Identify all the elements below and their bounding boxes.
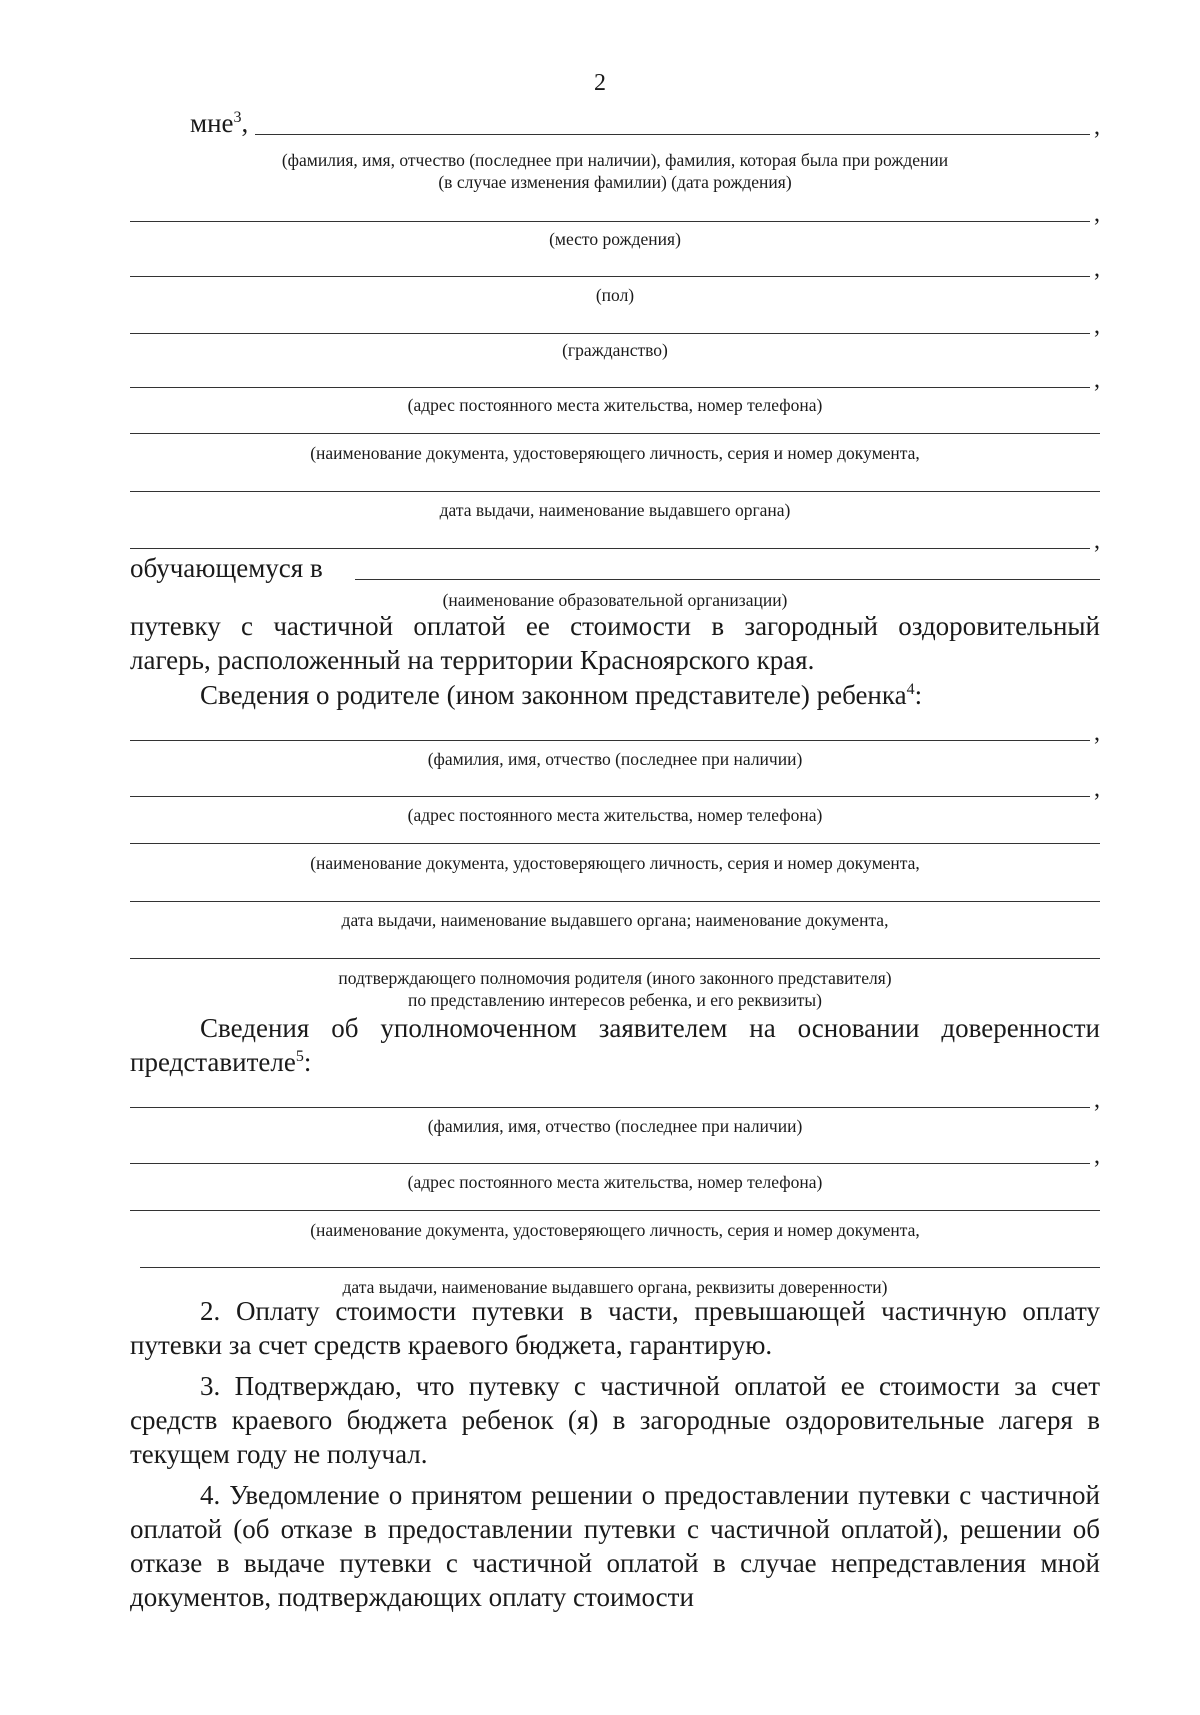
- applicant-name-line: [255, 134, 1090, 135]
- applicant-sex-caption: (пол): [595, 285, 635, 305]
- applicant-birthplace-caption: (место рождения): [549, 229, 681, 249]
- page-number: 2: [594, 70, 606, 96]
- parent-address-caption: (адрес постоянного места жительства, номер телефона): [407, 805, 823, 825]
- proxy-name-caption: (фамилия, имя, отчество (последнее при наличии): [427, 1116, 803, 1136]
- school-line: [355, 579, 1100, 580]
- applicant-citizenship-caption: (гражданство): [562, 340, 668, 360]
- voucher-text-line-2: лагерь, расположенный на территории Красноярского края.: [130, 645, 815, 675]
- parent-id-doc-field[interactable]: [130, 820, 1100, 850]
- proxy-issue-field[interactable]: [130, 1244, 1100, 1274]
- proxy-address-field[interactable]: ,: [130, 1140, 1100, 1170]
- proxy-heading-line-1: Сведения об уполномоченном заявителем на основании доверенности: [200, 1013, 1100, 1043]
- proxy-id-doc-field[interactable]: [130, 1187, 1100, 1217]
- clause-3: 3. Подтверждаю, что путевку с частичной оплатой ее стоимости за счет средств краевого бюджета ребенок (я) в загородные оздоровительные лагеря в текущем году не получал.: [130, 1371, 1100, 1469]
- parent-issue-field[interactable]: [130, 878, 1100, 908]
- proxy-id-doc-caption: (наименование документа, удостоверяющего личность, серия и номер документа,: [310, 1220, 920, 1240]
- applicant-address-field[interactable]: ,: [130, 364, 1100, 394]
- proxy-heading-line-2: представителе$^5$:: [130, 1047, 312, 1077]
- clause-4: 4. Уведомление о принятом решении о предоставлении путевки с частичной оплатой (об отказе в предоставлении путевки с частичной оплатой), решении об отказе в выдаче путевки с частичной оплатой в случае непредставления мной документов, подтверждающих оплату стоимости: [130, 1480, 1100, 1612]
- applicant-birthplace-field[interactable]: ,: [130, 198, 1100, 228]
- applicant-id-doc-caption: (наименование документа, удостоверяющего личность, серия и номер документа,: [310, 443, 920, 463]
- school-prefix: обучающемуся в: [130, 553, 323, 583]
- applicant-name-field[interactable]: мне$^3$, ,: [190, 108, 1100, 140]
- parent-authority-field[interactable]: [130, 935, 1100, 965]
- parent-name-field[interactable]: ,: [130, 717, 1100, 747]
- proxy-address-caption: (адрес постоянного места жительства, номер телефона): [407, 1172, 823, 1192]
- applicant-name-caption: (фамилия, имя, отчество (последнее при наличии), фамилия, которая была при рождении (в случае изменения фамилии) (дата рождения): [281, 150, 949, 192]
- parent-name-caption: (фамилия, имя, отчество (последнее при наличии): [427, 749, 803, 769]
- applicant-sex-field[interactable]: ,: [130, 253, 1100, 283]
- parent-address-field[interactable]: ,: [130, 773, 1100, 803]
- proxy-issue-caption: дата выдачи, наименование выдавшего органа, реквизиты доверенности): [342, 1277, 888, 1297]
- applicant-extra-field[interactable]: ,: [130, 525, 1100, 555]
- parent-id-doc-caption: (наименование документа, удостоверяющего личность, серия и номер документа,: [310, 853, 920, 873]
- applicant-issue-caption: дата выдачи, наименование выдавшего органа): [439, 500, 791, 520]
- proxy-name-field[interactable]: ,: [130, 1084, 1100, 1114]
- applicant-issue-field[interactable]: [130, 468, 1100, 498]
- school-field[interactable]: [130, 553, 1100, 586]
- voucher-text-line-1: путевку с частичной оплатой ее стоимости в загородный оздоровительный: [130, 611, 1100, 641]
- parent-issue-caption: дата выдачи, наименование выдавшего органа; наименование документа,: [341, 910, 889, 930]
- parent-authority-caption: подтверждающего полномочия родителя (иного законного представителя) по представлению интересов ребенка, и его реквизиты): [338, 968, 892, 1010]
- applicant-id-doc-field[interactable]: [130, 410, 1100, 440]
- applicant-prefix: мне$^3$,: [190, 108, 249, 138]
- clause-2: 2. Оплату стоимости путевки в части, превышающей частичную оплату путевки за счет средств краевого бюджета, гарантирую.: [130, 1296, 1100, 1360]
- school-caption: (наименование образовательной организации): [442, 590, 788, 610]
- applicant-citizenship-field[interactable]: ,: [130, 310, 1100, 340]
- applicant-address-caption: (адрес постоянного места жительства, номер телефона): [407, 395, 823, 415]
- parent-heading: Сведения о родителе (ином законном представителе) ребенка$^4$:: [200, 680, 923, 710]
